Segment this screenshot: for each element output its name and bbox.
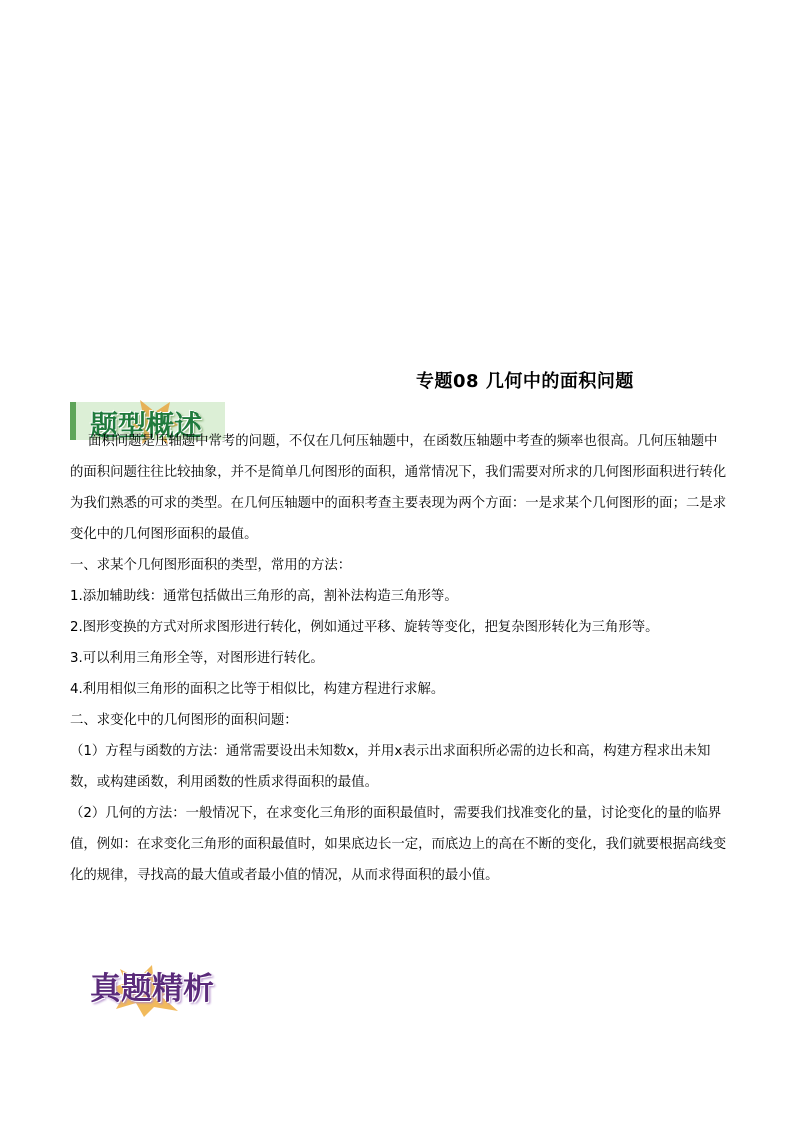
paragraph-heading-1: 一、求某个几何图形面积的类型，常用的方法： [70, 558, 352, 573]
list-item: 2.图形变换的方式对所求图形进行转化，例如通过平移、旋转等变化，把复杂图形转化为三角形等。 [70, 620, 659, 635]
paragraph-intro: 面积问题是压轴题中常考的问题，不仅在几何压轴题中，在函数压轴题中考查的频率也很高。几何压轴题中的面积问题往往比较抽象，并不是简单几何图形的面积，通常情况下，我们需要对所求的几何图形面积进行转化为我们熟悉的可求的类型。在几何压轴题中的面积考查主要表现为两个方面：一是求某个几何图形的面；二是求变化中的几何图形面积的最值。 [70, 434, 727, 542]
page-title: 专题08 几何中的面积问题 [416, 371, 634, 392]
list-item: （2）几何的方法：一般情况下，在求变化三角形的面积最值时，需要我们找准变化的量，讨论变化的量的临界值，例如：在求变化三角形的面积最值时，如果底边长一定，而底边上的高在不断的变化，我们就要根据高线变化的规律，寻找高的最大值或者最小值的情况，从而求得面积的最小值。 [70, 806, 727, 883]
section-banner-analysis [80, 955, 230, 1017]
paragraph-heading-2: 二、求变化中的几何图形的面积问题： [70, 713, 298, 728]
banner-title: 真题精析 [90, 971, 214, 1007]
body-text [70, 426, 730, 891]
list-item: 1.添加辅助线：通常包括做出三角形的高，割补法构造三角形等。 [70, 589, 458, 604]
list-item: 4.利用相似三角形的面积之比等于相似比，构建方程进行求解。 [70, 682, 445, 697]
banner-title: 题型概述 [90, 409, 203, 442]
list-item: （1）方程与函数的方法：通常需要设出未知数x，并用x表示出求面积所必需的边长和高，构建方程求出未知数，或构建函数，利用函数的性质求得面积的最值。 [70, 744, 711, 790]
list-item: 3.可以利用三角形全等，对图形进行转化。 [70, 651, 324, 666]
